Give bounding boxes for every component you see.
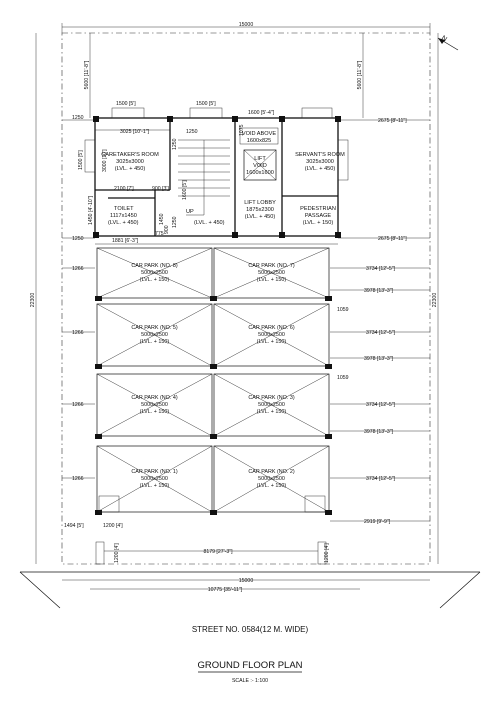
car-park-label: 5000x2500 [258, 476, 285, 482]
dim-1881: 1881 [6'-3"] [112, 238, 139, 244]
dim-3978-2: 3978 [13'-3"] [364, 356, 394, 362]
structural-column [95, 434, 102, 439]
svg-text:1600x1600: 1600x1600 [246, 170, 274, 176]
window-projection-servant [338, 140, 348, 180]
car-park-grid [95, 244, 338, 515]
car-park-bay [97, 446, 212, 512]
car-park-label: CAR PARK (NO. 1) [131, 469, 178, 475]
north-arrow-icon [438, 35, 458, 50]
car-park-label: 5000x2500 [141, 332, 168, 338]
svg-text:LIFT LOBBY: LIFT LOBBY [244, 200, 276, 206]
window-projection-right [302, 108, 332, 118]
structural-column [95, 364, 102, 369]
car-park-label: CAR PARK (NO. 7) [248, 263, 295, 269]
dim-1200-h: 1200 [4'] [103, 523, 123, 529]
caretaker-room [101, 152, 159, 172]
svg-text:CARETAKER'S ROOM: CARETAKER'S ROOM [101, 152, 159, 158]
svg-text:N: N [439, 34, 448, 44]
car-park-label: CAR PARK (NO. 8) [131, 263, 178, 269]
street-label: STREET NO. 0584(12 M. WIDE) [191, 625, 309, 634]
car-park-label: CAR PARK (NO. 2) [248, 469, 295, 475]
dim-3025: 3025 [10'-1"] [120, 129, 150, 135]
window-projection-side [85, 140, 95, 172]
structural-column [325, 364, 332, 369]
structural-column [95, 296, 102, 301]
void-size: 1600x825 [246, 138, 272, 144]
dim-3734-2: 3734 [12'-5"] [366, 330, 396, 336]
car-park-label: CAR PARK (NO. 4) [131, 395, 178, 401]
svg-text:SERVANT'S ROOM: SERVANT'S ROOM [295, 152, 345, 158]
car-park-label: CAR PARK (NO. 3) [248, 395, 295, 401]
drawing-title: GROUND FLOOR PLAN [197, 660, 303, 671]
dim-10775: 10775 [35'-11"] [207, 587, 243, 593]
dim-1250-v2: 1250 [172, 216, 178, 228]
car-park-bay [97, 248, 212, 298]
dim-2675-bottom: 2675 [8'-11"] [378, 236, 407, 242]
car-park-label: (LVL. + 150) [256, 277, 287, 283]
window-projection-left [112, 108, 144, 118]
pedestrian-passage [300, 206, 336, 226]
dim-3734-1: 3734 [12'-5"] [366, 266, 396, 272]
car-park-label: 5000x2500 [258, 332, 285, 338]
dim-left-depth: 22300 [30, 292, 36, 308]
car-park-label: (LVL. + 150) [256, 409, 287, 415]
void-label: VOID ABOVE [241, 131, 277, 137]
stair-up-label: UP [186, 209, 194, 215]
car-park-bay [214, 374, 329, 436]
dim-1450: 1450 [159, 213, 165, 225]
structural-column [325, 510, 332, 515]
gate-post-left [96, 542, 104, 564]
dim-3978-3: 3978 [13'-3"] [364, 429, 394, 435]
car-park-label: 5000x2500 [141, 476, 168, 482]
svg-text:PASSAGE: PASSAGE [304, 213, 332, 219]
dim-1266-2: 1266 [72, 330, 84, 336]
structural-column [210, 296, 217, 301]
dim-1494: 1494 [5'] [64, 523, 84, 529]
dim-775: 775 [155, 231, 164, 237]
plot-boundary [62, 33, 430, 564]
structural-column [325, 434, 332, 439]
dim-1266-4: 1266 [72, 476, 84, 482]
svg-text:1875x2300: 1875x2300 [246, 207, 274, 213]
svg-text:TOILET: TOILET [114, 206, 134, 212]
dim-setback-top-left: 5600 [11'-8"] [84, 60, 90, 90]
dim-1600: 1600 [5'-4"] [248, 110, 275, 116]
svg-text:LIFT: LIFT [254, 156, 266, 162]
car-park-label: 5000x2500 [258, 270, 285, 276]
svg-text:(LVL. + 450): (LVL. + 450) [114, 166, 146, 172]
dim-setback-top-right: 5600 [11'-8"] [357, 60, 363, 90]
structural-column [325, 296, 332, 301]
structural-column [210, 434, 217, 439]
dim-2100: 2100 [7'] [114, 186, 134, 192]
car-park-label: (LVL. + 150) [256, 339, 287, 345]
car-park-label: (LVL. + 150) [256, 483, 287, 489]
dim-1266-1: 1266 [72, 266, 84, 272]
svg-text:VOID: VOID [253, 163, 267, 169]
dim-1200-v1: 1200 [4'] [114, 543, 120, 563]
left-dimensions [62, 266, 123, 529]
car-park-label: 5000x2500 [258, 402, 285, 408]
svg-text:3025x3000: 3025x3000 [306, 159, 334, 165]
car-park-bay [214, 248, 329, 298]
structural-column [95, 510, 102, 515]
structural-column [210, 364, 217, 369]
car-park-label: (LVL. + 150) [139, 339, 170, 345]
car-park-bay [97, 374, 212, 436]
dim-1200-v2: 1200 [4'] [324, 543, 330, 563]
window-projection-mid [190, 108, 222, 118]
car-park-bay [214, 304, 329, 366]
dim-1450-toilet: 1450 [4'-10"] [88, 195, 94, 225]
svg-text:(LVL. + 450): (LVL. + 450) [244, 214, 276, 220]
dim-3734-4: 3734 [12'-5"] [366, 476, 396, 482]
car-park-label: 5000x2500 [141, 270, 168, 276]
dim-1059-a: 1059 [337, 307, 349, 313]
dim-2919: 2919 [9'-9"] [364, 519, 391, 525]
car-park-label: (LVL. + 150) [139, 409, 170, 415]
dim-1600-stair: 1600 [5'] [182, 180, 188, 200]
car-park-bay [97, 304, 212, 366]
dim-1250-mid: 1250 [186, 129, 198, 135]
car-park-label: CAR PARK (NO. 5) [131, 325, 178, 331]
dim-1250-bottom: 1250 [72, 236, 84, 242]
dim-8179: 8179 [27'-3"] [203, 549, 233, 555]
dim-1266-3: 1266 [72, 402, 84, 408]
svg-text:PEDESTRIAN: PEDESTRIAN [300, 206, 336, 212]
dim-bottom-width: 15000 [238, 578, 254, 584]
car-park-label: CAR PARK (NO. 6) [248, 325, 295, 331]
dim-1500-side: 1500 [5'] [78, 150, 84, 170]
drawing-scale: SCALE :- 1:100 [231, 678, 269, 684]
ramp-marker [99, 496, 119, 512]
dim-1500-left: 1500 [5'] [116, 101, 136, 107]
car-park-label: (LVL. + 150) [139, 277, 170, 283]
car-park-label: (LVL. + 150) [139, 483, 170, 489]
dim-right-depth: 22300 [432, 292, 438, 308]
stair-level: (LVL. + 450) [194, 220, 225, 226]
svg-text:3025x3000: 3025x3000 [116, 159, 144, 165]
car-park-label: 5000x2500 [141, 402, 168, 408]
svg-text:(LVL. + 150): (LVL. + 150) [302, 220, 334, 226]
dim-1250-v1: 1250 [172, 138, 178, 150]
dim-900-v: 900 [164, 225, 170, 234]
dim-1075: 1075 [239, 124, 245, 136]
svg-text:(LVL. + 450): (LVL. + 450) [108, 220, 139, 226]
dim-top-width: 15000 [238, 22, 254, 28]
dim-3734-3: 3734 [12'-5"] [366, 402, 396, 408]
dim-3978-1: 3978 [13'-3"] [364, 288, 394, 294]
car-park-bay [214, 446, 329, 512]
dim-1500-right: 1500 [5'] [196, 101, 216, 107]
svg-text:1117x1450: 1117x1450 [110, 213, 137, 219]
dim-2675-top: 2675 [8'-11"] [378, 118, 407, 124]
lift-shaft [244, 150, 276, 180]
right-dimensions [330, 266, 430, 525]
svg-text:(LVL. + 450): (LVL. + 450) [304, 166, 336, 172]
dim-900: 900 [3'] [152, 186, 169, 192]
dim-1059-b: 1059 [337, 375, 349, 381]
structural-column [210, 510, 217, 515]
toilet [108, 206, 139, 226]
dim-3000: 3000 [10'] [102, 149, 108, 172]
lift-lobby [244, 200, 276, 220]
dim-1250-top: 1250 [72, 115, 84, 121]
